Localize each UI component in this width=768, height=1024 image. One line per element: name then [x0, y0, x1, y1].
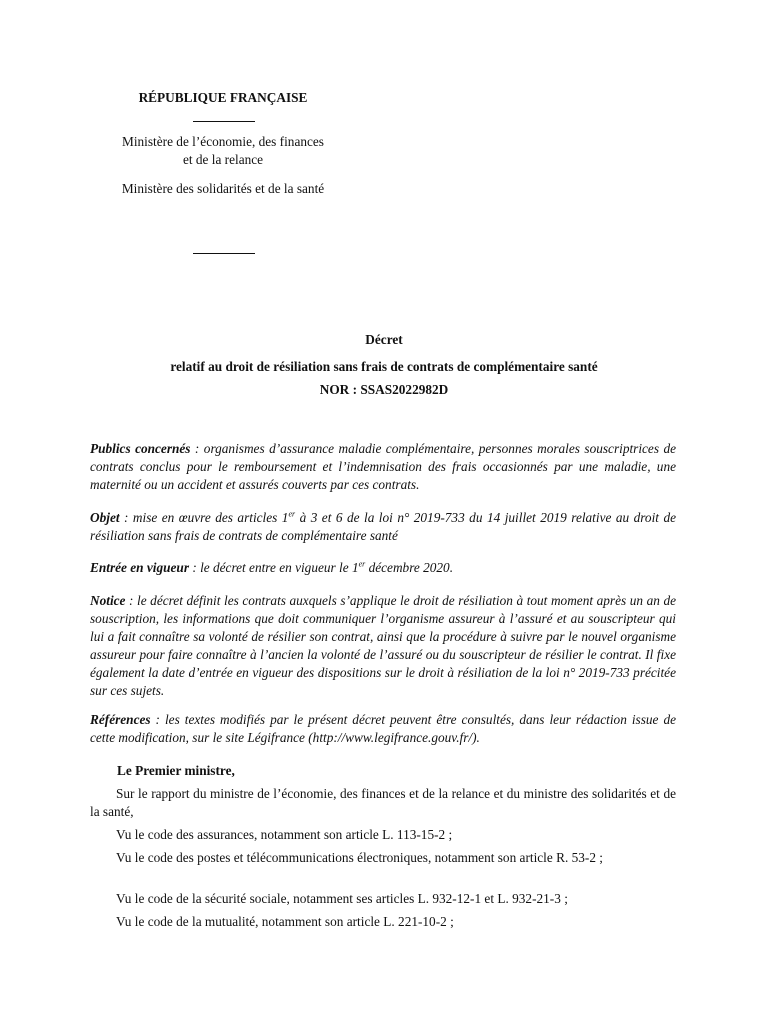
references-text: : les textes modifiés par le présent décret peuvent être consultés, dans leur rédaction issue de cette modification, sur le site Légifrance (http://www.legifrance.gouv.fr/). [90, 712, 676, 745]
notice-label: Notice [90, 593, 126, 608]
publics-label: Publics concernés [90, 441, 191, 456]
visa-text: Vu le code de la mutualité, notamment son article L. 221-10-2 ; [116, 914, 454, 929]
publics-text: : organismes d’assurance maladie complémentaire, personnes morales souscriptrices de contrats conclus pour le remboursement et l’indemnisation des frais occasionnés par une maladie, une maternité ou un accident et assurés couverts par ces contrats. [90, 441, 677, 492]
header-divider-bottom [193, 253, 255, 254]
objet-label: Objet [90, 510, 120, 525]
objet [90, 509, 676, 545]
ministry-economy-line1: Ministère de l’économie, des finances [122, 134, 324, 149]
visa-text: Sur le rapport du ministre de l’économie, des finances et de la relance et du ministre des solidarités et de la santé, [90, 786, 676, 819]
decree-nor: NOR : SSAS2022982D [319, 382, 449, 397]
visa-text: Vu le code des postes et télécommunications électroniques, notamment son article R. 53-2 ; [116, 850, 603, 865]
ministry-economy-line2: et de la relance [182, 152, 264, 167]
ministry-economy [88, 133, 358, 169]
entree-text-a: : le décret entre en vigueur le 1 [189, 560, 359, 575]
visa-rapport [90, 785, 676, 821]
entree-sup: er [358, 559, 366, 569]
references-label: Références [90, 712, 151, 727]
visa-text: Vu le code des assurances, notamment son article L. 113-15-2 ; [116, 827, 453, 842]
visa-code-mutualite [90, 913, 676, 931]
entree-en-vigueur [90, 559, 676, 577]
notice-text: : le décret définit les contrats auxquels s’applique le droit de résiliation à tout moment après un an de souscription, les informations que doit communiquer l’organisme assureur à l’assuré et au souscripteur qui lui a fait connaître sa volonté de résilier son contrat, ainsi que la procédure à suivre par le nouvel organisme assureur pour faire connaître à l’ancien la volonté de l’assuré ou du souscripteur de résilier le contrat. Il fixe également la date d’entrée en vigueur des dispositions sur le droit à résiliation de la loi n° 2019-733 précitée sur ces sujets. [90, 593, 676, 698]
objet-sup: er [288, 509, 296, 519]
header-divider [193, 121, 255, 122]
entree-label: Entrée en vigueur [90, 560, 189, 575]
objet-text-b: à 3 et 6 de la loi n° 2019-733 du 14 juillet 2019 relative au droit de résiliation sans frais de contrats de complémentaire santé [90, 510, 676, 543]
references [90, 711, 676, 747]
header-republique: RÉPUBLIQUE FRANÇAISE [138, 90, 308, 105]
visa-code-assurances [90, 826, 676, 844]
ministry-health: Ministère des solidarités et de la santé [121, 181, 325, 196]
entree-text-b: décembre 2020. [365, 560, 454, 575]
notice [90, 592, 676, 700]
objet-text-a: : mise en œuvre des articles 1 [119, 510, 289, 525]
publics-concernes [90, 440, 676, 494]
visa-code-postes [90, 849, 676, 867]
visa-code-securite-sociale [90, 890, 676, 908]
decree-subject: relatif au droit de résiliation sans frais de contrats de complémentaire santé [170, 359, 598, 374]
decree-title: Décret [365, 332, 403, 347]
premier-ministre: Le Premier ministre, [117, 763, 235, 778]
visa-text: Vu le code de la sécurité sociale, notamment ses articles L. 932-12-1 et L. 932-21-3 ; [116, 891, 568, 906]
